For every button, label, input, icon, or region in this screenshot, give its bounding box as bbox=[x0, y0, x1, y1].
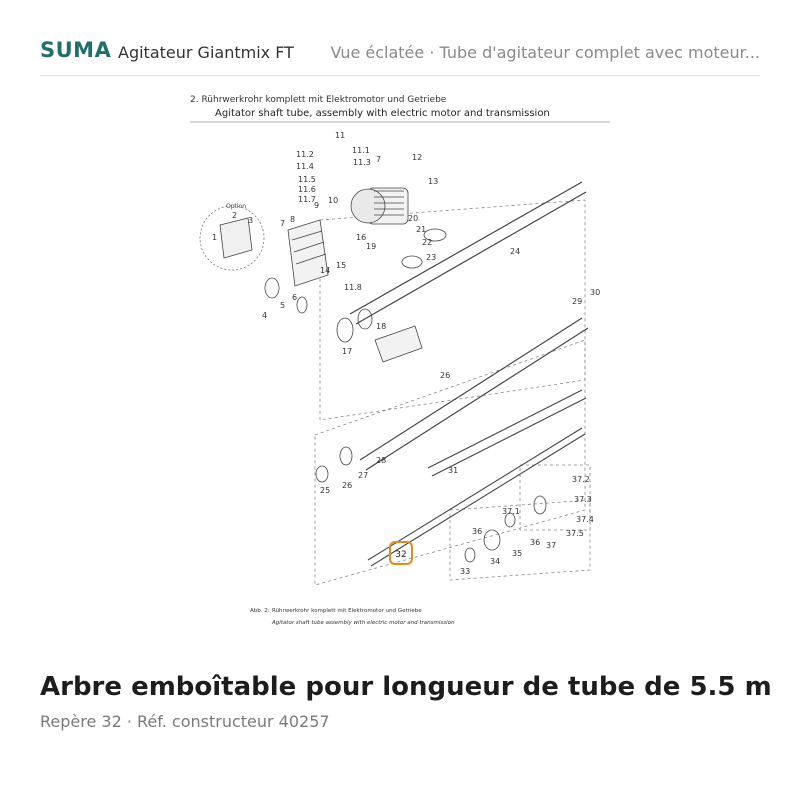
caption-en: Agitator shaft tube assembly with electric motor and transmission bbox=[272, 620, 455, 626]
callout-label: 36 bbox=[472, 527, 483, 536]
callout-label: 16 bbox=[356, 233, 367, 242]
callout-label: 37.3 bbox=[574, 495, 592, 504]
callout-label: 11.4 bbox=[296, 162, 314, 171]
gearbox-icon bbox=[288, 220, 331, 286]
callout-label: 2 bbox=[232, 211, 238, 220]
callout-label: 37 bbox=[546, 541, 557, 550]
callout-label: 24 bbox=[510, 247, 521, 256]
callout-label: 30 bbox=[590, 288, 601, 297]
callout-label: 31 bbox=[448, 466, 459, 475]
callout-label: 3 bbox=[248, 216, 254, 225]
callout-label: 1 bbox=[212, 233, 218, 242]
callout-label: 29 bbox=[572, 297, 583, 306]
callout-label: 20 bbox=[408, 214, 419, 223]
callout-label: 27 bbox=[358, 471, 369, 480]
callout-label: 9 bbox=[314, 201, 320, 210]
callout-label: 19 bbox=[366, 242, 377, 251]
callout-label: 34 bbox=[490, 557, 501, 566]
callout-label: 6 bbox=[292, 293, 298, 302]
option-label: Option bbox=[226, 203, 247, 210]
callout-label: 36 bbox=[530, 538, 541, 547]
callout-label: 21 bbox=[416, 225, 427, 234]
drawing-heading-de: 2. Rührwerkrohr komplett mit Elektromotor und Getriebe bbox=[190, 95, 447, 105]
callout-label: 5 bbox=[280, 301, 286, 310]
callout-label: 37.5 bbox=[566, 529, 584, 538]
callout-label: 15 bbox=[336, 261, 347, 270]
motor-icon bbox=[351, 188, 408, 224]
callout-label: 22 bbox=[422, 238, 433, 247]
exploded-view-diagram bbox=[190, 90, 610, 635]
callout-label: 33 bbox=[460, 567, 471, 576]
highlight-callout-32[interactable] bbox=[390, 542, 412, 564]
callout-label: 17 bbox=[342, 347, 353, 356]
drawing-heading-en: Agitator shaft tube, assembly with electric motor and transmission bbox=[215, 108, 550, 119]
product-name: Agitateur Giantmix FT bbox=[118, 43, 294, 62]
callout-label: 11.8 bbox=[344, 283, 362, 292]
callout-label: 25 bbox=[320, 486, 331, 495]
callout-label: 12 bbox=[412, 153, 423, 162]
callout-label: 11.2 bbox=[296, 150, 314, 159]
callout-label: 23 bbox=[426, 253, 437, 262]
header-divider bbox=[40, 75, 760, 76]
callout-label: 28 bbox=[376, 456, 387, 465]
callout-label: 13 bbox=[428, 177, 439, 186]
callout-label: 11.7 bbox=[298, 195, 316, 204]
part-title: Arbre emboîtable pour longueur de tube de 5.5 m bbox=[40, 672, 772, 702]
callout-label: 26 bbox=[440, 371, 451, 380]
callout-label: 37.4 bbox=[576, 515, 594, 524]
callout-label: 35 bbox=[512, 549, 523, 558]
callout-label: 37.2 bbox=[572, 475, 590, 484]
callout-label: 11.3 bbox=[353, 158, 371, 167]
caption-de: Rührwerkrohr komplett mit Elektromotor und Getriebe bbox=[272, 608, 422, 614]
callout-label: 10 bbox=[328, 196, 339, 205]
callout-label: 37.1 bbox=[502, 507, 520, 516]
part-meta: Repère 32 · Réf. constructeur 40257 bbox=[40, 712, 330, 731]
header-bar bbox=[0, 0, 800, 76]
callout-label: 7 bbox=[280, 219, 286, 228]
callout-label: 18 bbox=[376, 322, 387, 331]
caption-label: Abb. 2: bbox=[250, 608, 270, 614]
callout-label: 4 bbox=[262, 311, 268, 320]
callout-label: 8 bbox=[290, 215, 296, 224]
callout-label: 26 bbox=[342, 481, 353, 490]
callout-label: 14 bbox=[320, 266, 331, 275]
callout-label: 7 bbox=[376, 155, 382, 164]
breadcrumb[interactable]: Vue éclatée · Tube d'agitateur complet avec moteur... bbox=[330, 43, 760, 62]
callout-label: 11.1 bbox=[352, 146, 370, 155]
brand-logo[interactable]: SUMA bbox=[40, 38, 112, 62]
callout-32-label: 32 bbox=[395, 550, 407, 560]
callout-label: 11.5 bbox=[298, 175, 316, 184]
callout-label: 11.6 bbox=[298, 185, 316, 194]
callout-label: 11 bbox=[335, 131, 346, 140]
